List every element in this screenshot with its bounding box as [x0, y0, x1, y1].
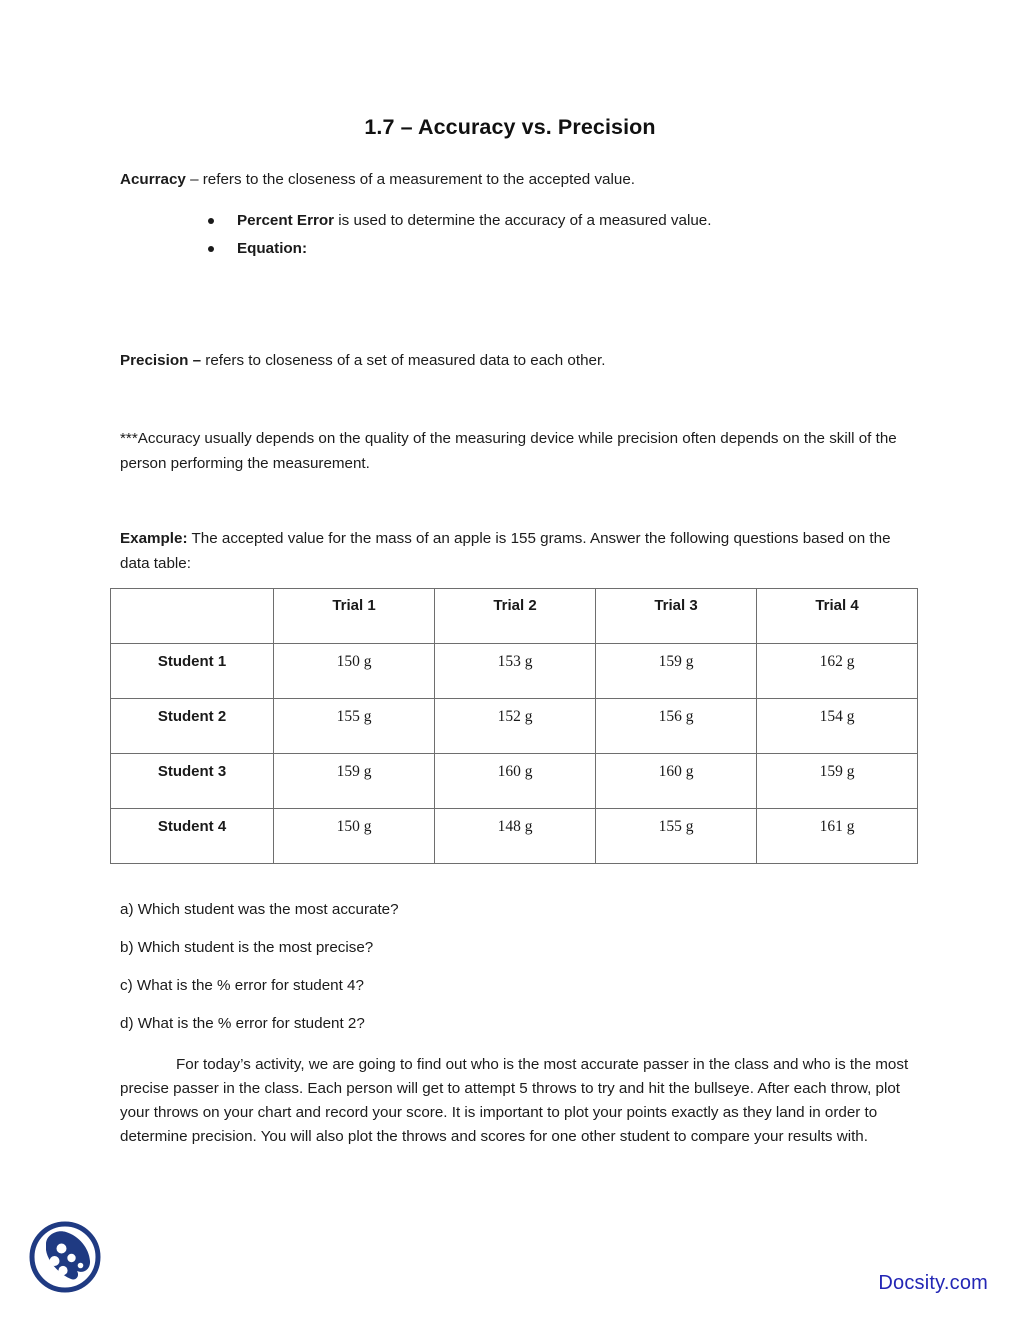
cell-student-3-trial-3: [596, 754, 757, 809]
cell-value: 155 g: [658, 818, 694, 835]
table-row: [111, 699, 918, 754]
cell-student-3-trial-2: [435, 754, 596, 809]
measurement-data-table: [110, 588, 918, 864]
precision-definition-line: [120, 348, 910, 373]
cell-value: 161 g: [819, 818, 855, 835]
question-b: b) Which student is the most precise?: [120, 939, 374, 956]
bullet-rest-text: is used to determine the accuracy of a measured value.: [334, 212, 712, 229]
accuracy-definition-text: – refers to the closeness of a measurement to the accepted value.: [185, 171, 635, 188]
cell-student-3-trial-4: [757, 754, 918, 809]
cell-value: 160 g: [497, 763, 533, 780]
docsity-cookie-logo-icon: [26, 1218, 104, 1296]
row-label-student-2: [111, 699, 274, 754]
column-header-trial-1: [274, 589, 435, 644]
row-label-student-4: [111, 809, 274, 864]
row-label-text: Student 3: [157, 763, 227, 780]
row-label-text: Student 2: [157, 708, 227, 725]
cell-student-4-trial-4: [757, 809, 918, 864]
cell-student-2-trial-3: [596, 699, 757, 754]
example-label: Example:: [120, 530, 188, 547]
column-header-label: Trial 2: [493, 597, 537, 614]
cell-value: 154 g: [819, 708, 855, 725]
column-header-label: Trial 3: [654, 597, 698, 614]
cell-value: 162 g: [819, 653, 855, 670]
page-title: 1.7 – Accuracy vs. Precision: [364, 115, 656, 139]
cell-student-1-trial-2: [435, 644, 596, 699]
cell-value: 155 g: [336, 708, 372, 725]
row-label-student-3: [111, 754, 274, 809]
cell-student-4-trial-2: [435, 809, 596, 864]
column-header-label: Trial 4: [815, 597, 859, 614]
row-label-student-1: [111, 644, 274, 699]
column-header-trial-2: [435, 589, 596, 644]
cell-value: 148 g: [497, 818, 533, 835]
cell-student-2-trial-1: [274, 699, 435, 754]
row-label-text: Student 4: [157, 818, 227, 835]
question-a: a) Which student was the most accurate?: [120, 901, 399, 918]
cell-student-1-trial-4: [757, 644, 918, 699]
cell-student-3-trial-1: [274, 754, 435, 809]
cell-student-2-trial-2: [435, 699, 596, 754]
cell-value: 150 g: [336, 653, 372, 670]
bullet-dot-icon: [208, 246, 214, 252]
cell-student-4-trial-1: [274, 809, 435, 864]
question-c: c) What is the % error for student 4?: [120, 977, 364, 994]
cell-student-2-trial-4: [757, 699, 918, 754]
cell-value: 156 g: [658, 708, 694, 725]
table-row: [111, 754, 918, 809]
cell-value: 159 g: [819, 763, 855, 780]
row-label-text: Student 1: [157, 653, 227, 670]
question-d: d) What is the % error for student 2?: [120, 1015, 365, 1032]
cell-value: 160 g: [658, 763, 694, 780]
precision-definition-text: refers to closeness of a set of measured data to each other.: [205, 352, 606, 369]
accuracy-term: Acurracy: [120, 171, 186, 188]
cell-student-1-trial-3: [596, 644, 757, 699]
column-header-label: Trial 1: [332, 597, 376, 614]
bullet-dot-icon: [208, 218, 214, 224]
table-header-row: [111, 589, 918, 644]
cell-value: 152 g: [497, 708, 533, 725]
activity-paragraph: For today’s activity, we are going to find out who is the most accurate passer in the class and who is the most precise passer in the class. Each person will get to attempt 5 throws to try and hit the bullseye. After each throw, plot your throws on your chart and record your score. It is important to plot your points exactly as they land in order to determine precision. You will also plot the throws and scores for one other student to compare your results with.: [120, 1056, 909, 1145]
bullet-bold-label: Equation:: [237, 240, 308, 257]
accuracy-definition-line: [120, 167, 910, 192]
question-list: [120, 898, 720, 1050]
cell-value: 153 g: [497, 653, 533, 670]
precision-term: Precision –: [120, 352, 206, 369]
cell-student-1-trial-1: [274, 644, 435, 699]
accuracy-precision-note: ***Accuracy usually depends on the quality of the measuring device while precision often depends on the skill of the person performing the measurement.: [120, 430, 897, 472]
example-intro-line: [120, 526, 900, 576]
table-row: [111, 809, 918, 864]
cell-value: 159 g: [336, 763, 372, 780]
example-text: The accepted value for the mass of an apple is 155 grams. Answer the following questions based on the data table:: [120, 530, 891, 572]
column-header-trial-4: [757, 589, 918, 644]
table-corner-cell: [111, 589, 274, 644]
list-item: [200, 236, 900, 262]
column-header-trial-3: [596, 589, 757, 644]
docsity-brand-text: Docsity.com: [878, 1272, 988, 1294]
cell-value: 159 g: [658, 653, 694, 670]
cell-student-4-trial-3: [596, 809, 757, 864]
list-item: [200, 208, 900, 234]
table-row: [111, 644, 918, 699]
accuracy-bullet-list: [200, 208, 900, 264]
cell-value: 150 g: [336, 818, 372, 835]
bullet-bold-label: Percent Error: [237, 212, 335, 229]
